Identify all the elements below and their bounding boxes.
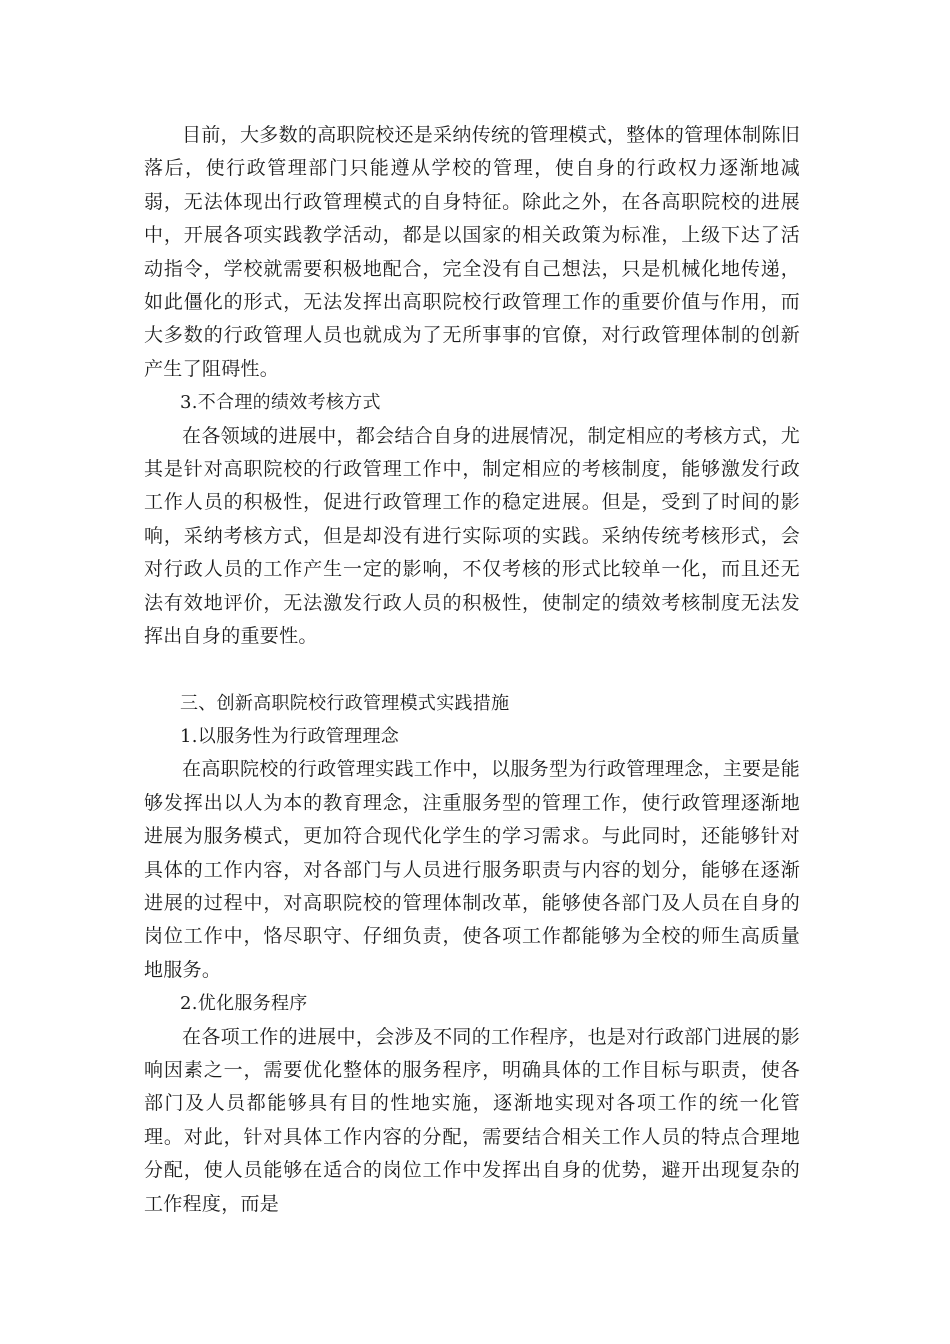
subheading-service-procedure: 2.优化服务程序 bbox=[180, 993, 308, 1015]
document-body bbox=[144, 119, 800, 1221]
paragraph-admin-system: 目前，大多数的高职院校还是采纳传统的管理模式，整体的管理体制陈旧落后，使行政管理部门只能遵从学校的管理，使自身的行政权力逐渐地减弱，无法体现出行政管理模式的自身特征。除此之外，在各高职院校的进展中，开展各项实践教学活动，都是以国家的相关政策为标准，上级下达了活动指令，学校就需要积极地配合，完全没有自己想法，只是机械化地传递，如此僵化的形式，无法发挥出高职院校行政管理工作的重要价值与作用，而大多数的行政管理人员也就成为了无所事事的官僚，对行政管理体制的创新产生了阻碍性。 bbox=[144, 124, 800, 380]
paragraph-service-concept: 在高职院校的行政管理实践工作中，以服务型为行政管理理念，主要是能够发挥出以人为本的教育理念，注重服务型的管理工作，使行政管理逐渐地进展为服务模式，更加符合现代化学生的学习需求。与此同时，还能够针对具体的工作内容，对各部门与人员进行服务职责与内容的划分，能够在逐渐进展的过程中，对高职院校的管理体制改革，能够使各部门及人员在自身的岗位工作中，恪尽职守、仔细负责，使各项工作都能够为全校的师生高质量地服务。 bbox=[144, 758, 800, 981]
subheading-performance-assessment: 3.不合理的绩效考核方式 bbox=[180, 392, 381, 414]
paragraph-assessment: 在各领域的进展中，都会结合自身的进展情况，制定相应的考核方式，尤其是针对高职院校的行政管理工作中，制定相应的考核制度，能够激发行政工作人员的积极性，促进行政管理工作的稳定进展。但是，受到了时间的影响，采纳考核方式，但是却没有进行实际项的实践。采纳传统考核形式，会对行政人员的工作产生一定的影响，不仅考核的形式比较单一化，而且还无法有效地评价，无法激发行政人员的积极性，使制定的绩效考核制度无法发挥出自身的重要性。 bbox=[144, 424, 800, 648]
paragraph-service-procedure: 在各项工作的进展中，会涉及不同的工作程序，也是对行政部门进展的影响因素之一，需要优化整体的服务程序，明确具体的工作目标与职责，使各部门及人员都能够具有目的性地实施，逐渐地实现对各项工作的统一化管理。对此，针对具体工作内容的分配，需要结合相关工作人员的特点合理地分配，使人员能够在适合的岗位工作中发挥出自身的优势，避开出现复杂的工作程度，而是 bbox=[144, 1025, 800, 1215]
subheading-service-concept: 1.以服务性为行政管理理念 bbox=[180, 725, 400, 747]
section-spacer bbox=[144, 654, 800, 687]
section-heading-innovation: 三、创新高职院校行政管理模式实践措施 bbox=[180, 692, 510, 714]
